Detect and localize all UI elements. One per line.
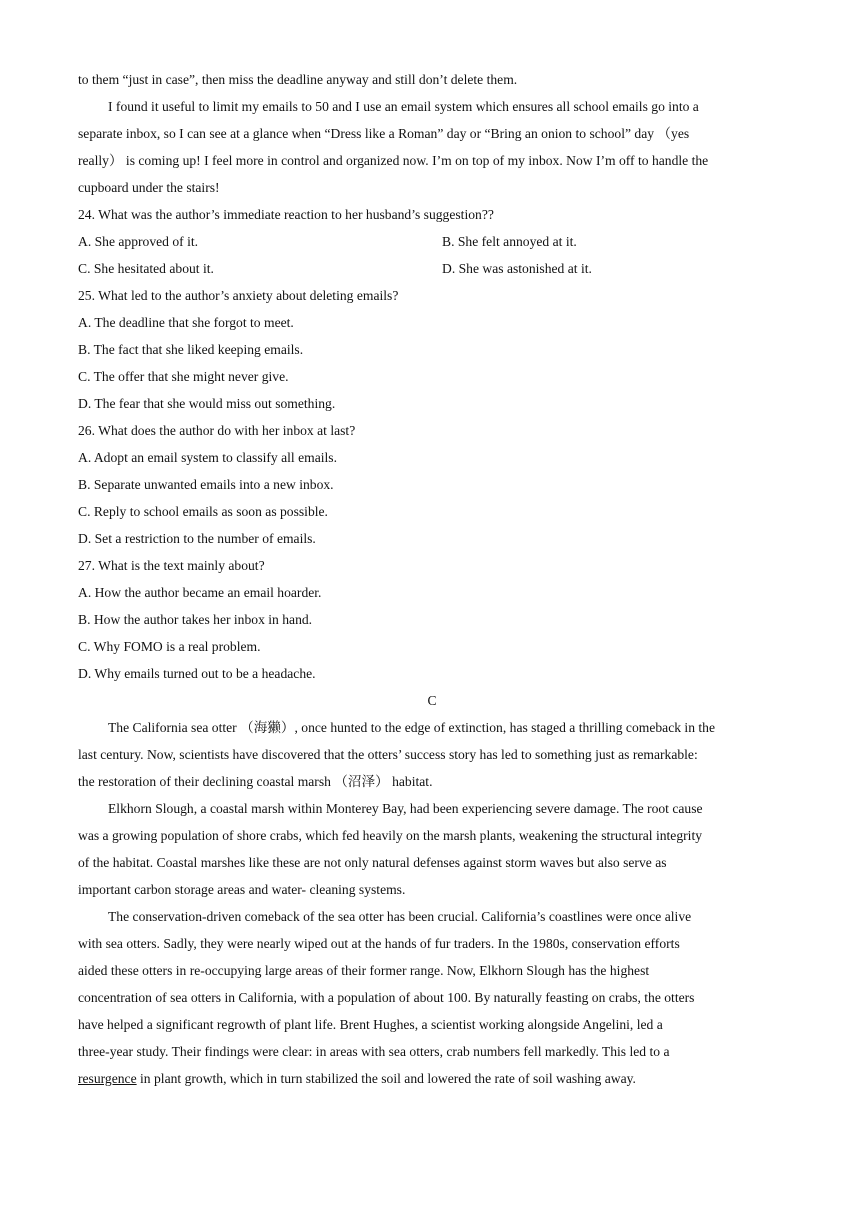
underlined-word: resurgence [78, 1071, 137, 1086]
paragraph-line: was a growing population of shore crabs, which fed heavily on the marsh plants, weakening the structural integrity [78, 828, 703, 843]
paragraph-line: of the habitat. Coastal marshes like these are not only natural defenses against storm waves but also serve as [78, 855, 667, 870]
paragraph-line: The conservation-driven comeback of the sea otter has been crucial. California’s coastlines were once alive [108, 909, 692, 924]
option-c: C. The offer that she might never give. [78, 369, 289, 384]
option-d: D. She was astonished at it. [442, 261, 592, 276]
paragraph-line: Elkhorn Slough, a coastal marsh within Monterey Bay, had been experiencing severe damage. The root cause [108, 801, 703, 816]
option-a: A. How the author became an email hoarder. [78, 585, 322, 600]
paragraph-line: last century. Now, scientists have discovered that the otters’ success story has led to something just as remarkable: [78, 747, 698, 762]
option-b: B. Separate unwanted emails into a new inbox. [78, 477, 334, 492]
paragraph-line: I found it useful to limit my emails to 50 and I use an email system which ensures all school emails go into a [108, 99, 699, 114]
question-stem: 24. What was the author’s immediate reaction to her husband’s suggestion?? [78, 207, 494, 222]
paragraph-line: have helped a significant regrowth of plant life. Brent Hughes, a scientist working alongside Angelini, led a [78, 1017, 663, 1032]
option-d: D. The fear that she would miss out something. [78, 396, 336, 411]
option-c: C. Reply to school emails as soon as possible. [78, 504, 328, 519]
paragraph-line: with sea otters. Sadly, they were nearly wiped out at the hands of fur traders. In the 1980s, conservation efforts [78, 936, 680, 951]
option-a: A. She approved of it. [78, 234, 199, 249]
paragraph-line: important carbon storage areas and water- cleaning systems. [78, 882, 406, 897]
option-c: C. Why FOMO is a real problem. [78, 639, 261, 654]
option-row [78, 228, 786, 255]
paragraph-line: really） is coming up! I feel more in control and organized now. I’m on top of my inbox. Now I’m off to handle the [78, 153, 709, 168]
paragraph-line: three-year study. Their findings were clear: in areas with sea otters, crab numbers fell markedly. This led to a [78, 1044, 670, 1059]
option-a: A. Adopt an email system to classify all emails. [78, 450, 337, 465]
paragraph-line: aided these otters in re-occupying large areas of their former range. Now, Elkhorn Slough has the highest [78, 963, 650, 978]
option-b: B. She felt annoyed at it. [442, 234, 577, 249]
question-stem: 25. What led to the author’s anxiety about deleting emails? [78, 288, 399, 303]
paragraph-line: the restoration of their declining coastal marsh （沼泽） habitat. [78, 774, 433, 789]
document-page [78, 66, 786, 1092]
option-d: D. Set a restriction to the number of emails. [78, 531, 316, 546]
question-stem: 26. What does the author do with her inbox at last? [78, 423, 356, 438]
option-row [78, 255, 786, 282]
option-b: B. The fact that she liked keeping emails. [78, 342, 304, 357]
option-c: C. She hesitated about it. [78, 261, 214, 276]
section-heading: C [427, 693, 437, 708]
paragraph-line: cupboard under the stairs! [78, 180, 220, 195]
paragraph-line: to them “just in case”, then miss the deadline anyway and still don’t delete them. [78, 72, 518, 87]
line-rest: in plant growth, which in turn stabilized the soil and lowered the rate of soil washing away. [136, 1071, 636, 1086]
option-b: B. How the author takes her inbox in hand. [78, 612, 313, 627]
question-stem: 27. What is the text mainly about? [78, 558, 265, 573]
paragraph-line [78, 1065, 786, 1092]
paragraph-line: The California sea otter （海獭）, once hunted to the edge of extinction, has staged a thrilling comeback in the [108, 720, 716, 735]
option-d: D. Why emails turned out to be a headache. [78, 666, 316, 681]
option-a: A. The deadline that she forgot to meet. [78, 315, 294, 330]
paragraph-line: separate inbox, so I can see at a glance when “Dress like a Roman” day or “Bring an onion to school” day （yes [78, 126, 690, 141]
paragraph-line: concentration of sea otters in California, with a population of about 100. By naturally feasting on crabs, the otters [78, 990, 695, 1005]
